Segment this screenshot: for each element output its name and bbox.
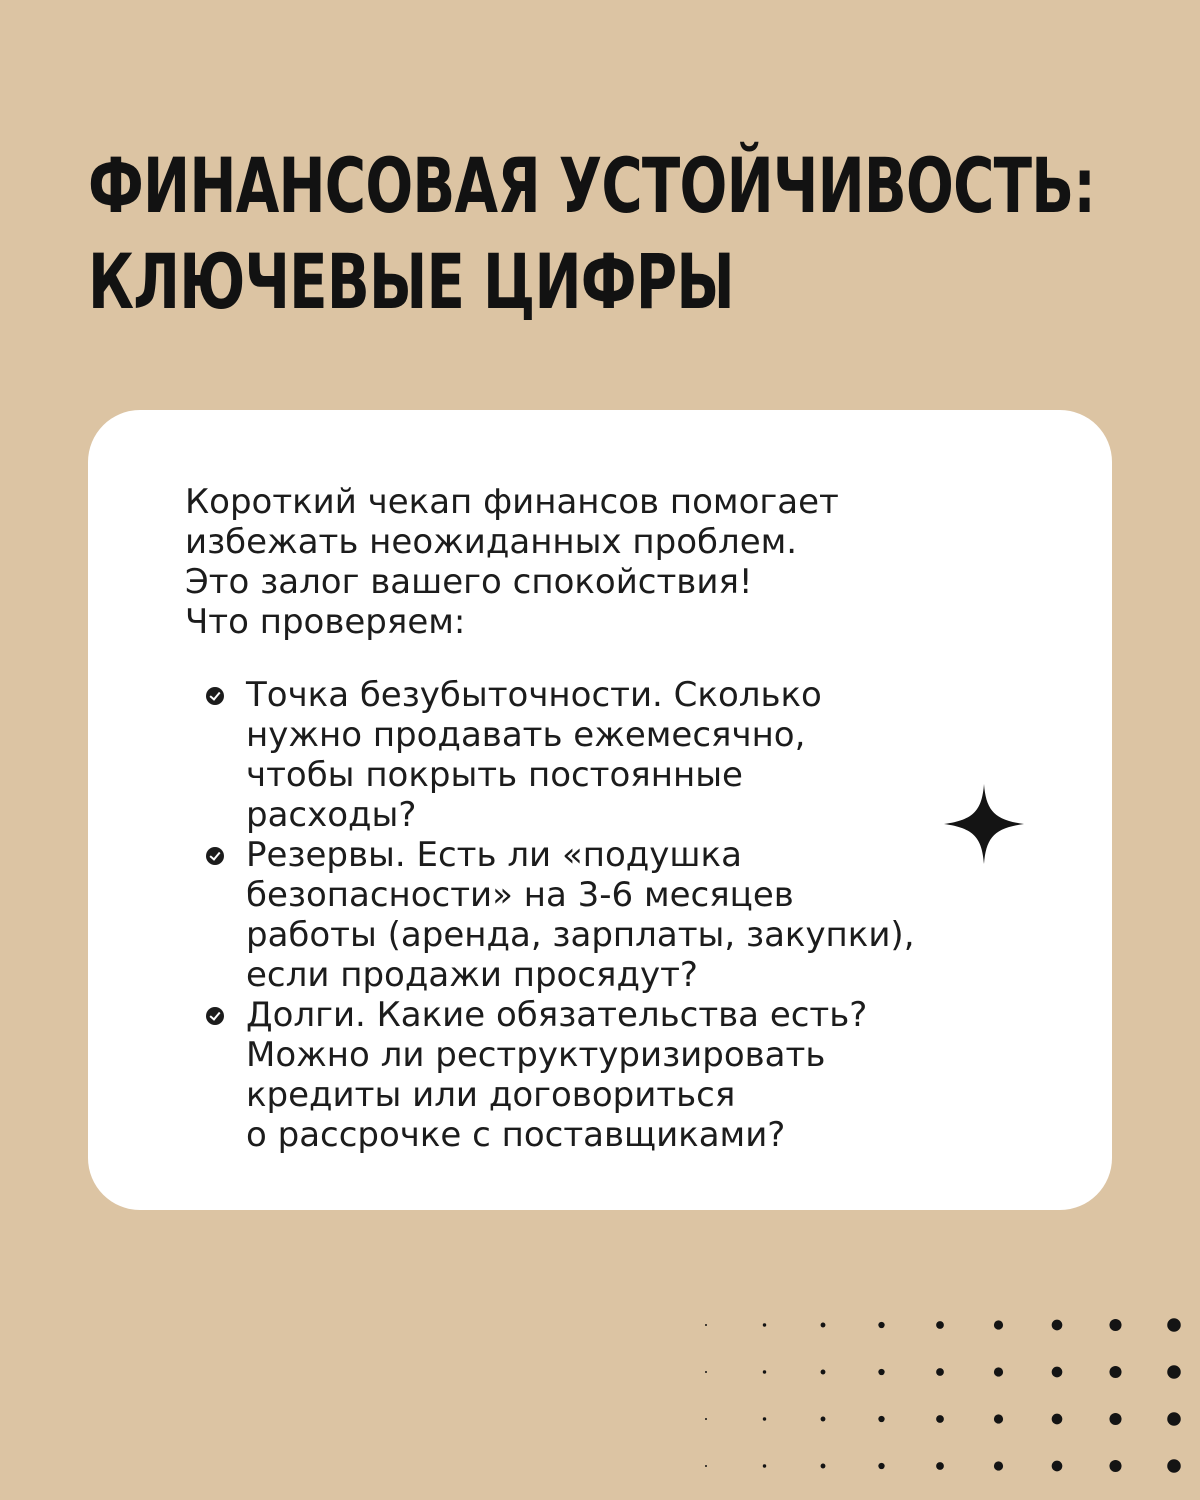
grid-dot <box>1109 1366 1121 1378</box>
intro-line: Короткий чекап финансов помогает <box>185 482 839 522</box>
grid-dot <box>878 1369 884 1375</box>
checklist-item-line: чтобы покрыть постоянные <box>246 755 743 795</box>
checklist-item-line: если продажи просядут? <box>246 955 698 995</box>
grid-dot <box>1052 1461 1063 1472</box>
checklist-item-line: Можно ли реструктуризировать <box>246 1035 826 1075</box>
checklist-item-break-even <box>206 675 1026 835</box>
grid-dot <box>1109 1319 1121 1331</box>
grid-dot <box>705 1418 707 1420</box>
checklist-item-line: Точка безубыточности. Сколько <box>246 675 822 715</box>
grid-dot <box>821 1417 826 1422</box>
grid-dot <box>763 1417 766 1420</box>
grid-dot <box>1109 1460 1121 1472</box>
intro-line: Это залог вашего спокойствия! <box>185 562 753 602</box>
checklist-item-line: расходы? <box>246 795 417 835</box>
grid-dot <box>1167 1318 1181 1332</box>
grid-dot <box>1167 1365 1181 1379</box>
grid-dot <box>994 1367 1003 1376</box>
grid-dot <box>994 1414 1003 1423</box>
grid-dot <box>1167 1459 1181 1473</box>
checklist-item-text <box>246 675 1026 835</box>
grid-dot <box>763 1370 766 1373</box>
grid-dot <box>763 1464 766 1467</box>
checklist-item-text <box>246 995 1026 1155</box>
grid-dot <box>878 1463 884 1469</box>
page-title <box>88 138 1096 330</box>
checklist-item-line: безопасности» на 3-6 месяцев <box>246 875 794 915</box>
grid-dot <box>1052 1320 1063 1331</box>
check-circle-icon <box>206 847 224 865</box>
checklist-item-line: о рассрочке с поставщиками? <box>246 1115 786 1155</box>
intro-text <box>185 482 1005 642</box>
intro-line: избежать неожиданных проблем. <box>185 522 798 562</box>
checklist-item-line: кредиты или договориться <box>246 1075 736 1115</box>
title-line-2: КЛЮЧЕВЫЕ ЦИФРЫ <box>88 237 734 326</box>
grid-dot <box>821 1323 826 1328</box>
grid-dot <box>705 1465 707 1467</box>
dot-grid-pattern <box>690 1305 1200 1500</box>
checklist-item-debts <box>206 995 1026 1155</box>
check-circle-icon <box>206 687 224 705</box>
title-line-1: ФИНАНСОВАЯ УСТОЙЧИВОСТЬ: <box>88 141 1096 230</box>
check-circle-icon <box>206 1007 224 1025</box>
grid-dot <box>878 1322 884 1328</box>
grid-dot <box>936 1368 944 1376</box>
intro-line: Что проверяем: <box>185 602 466 642</box>
grid-dot <box>705 1371 707 1373</box>
grid-dot <box>878 1416 884 1422</box>
checklist-item-line: нужно продавать ежемесячно, <box>246 715 806 755</box>
grid-dot <box>936 1415 944 1423</box>
checklist <box>206 675 1026 1155</box>
grid-dot <box>936 1462 944 1470</box>
grid-dot <box>1109 1413 1121 1425</box>
grid-dot <box>1052 1414 1063 1425</box>
four-point-star-icon <box>944 784 1024 864</box>
checklist-item-reserves <box>206 835 1026 995</box>
grid-dot <box>1052 1367 1063 1378</box>
grid-dot <box>936 1321 944 1329</box>
grid-dot <box>821 1370 826 1375</box>
grid-dot <box>821 1464 826 1469</box>
grid-dot <box>994 1320 1003 1329</box>
grid-dot <box>1167 1412 1181 1426</box>
grid-dot <box>763 1323 766 1326</box>
grid-dot <box>705 1324 707 1326</box>
checklist-item-line: Резервы. Есть ли «подушка <box>246 835 742 875</box>
checklist-item-text <box>246 835 1026 995</box>
checklist-item-line: работы (аренда, зарплаты, закупки), <box>246 915 915 955</box>
grid-dot <box>994 1461 1003 1470</box>
checklist-item-line: Долги. Какие обязательства есть? <box>246 995 868 1035</box>
